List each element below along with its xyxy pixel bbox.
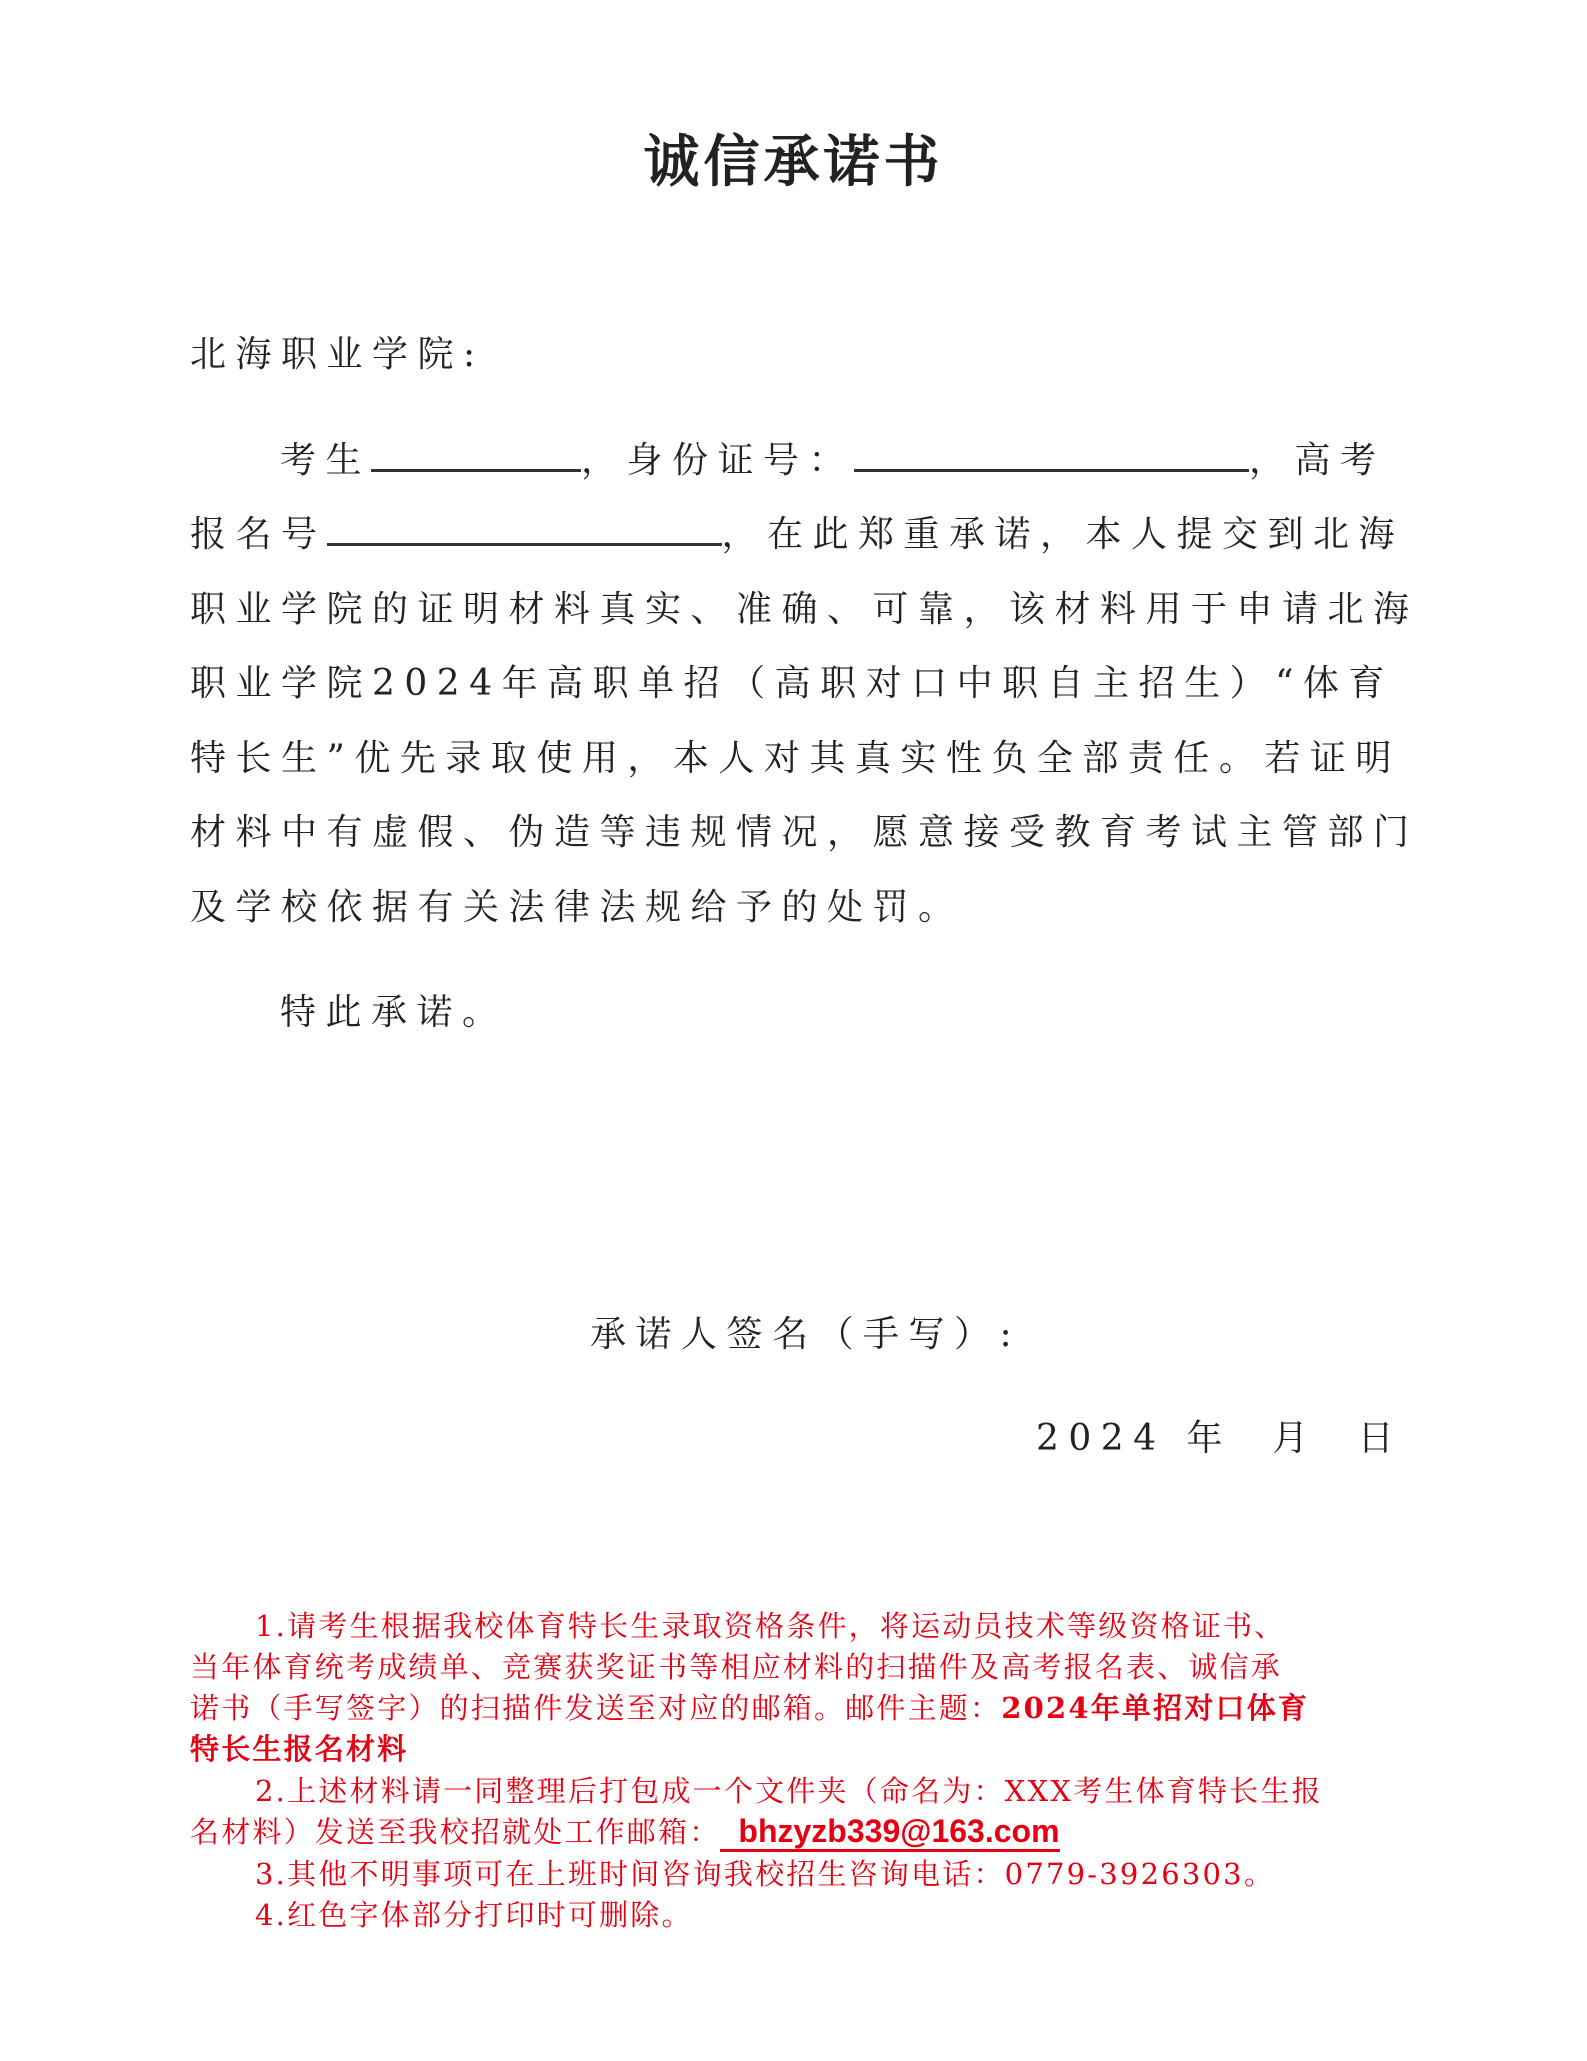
- paragraph-line-2: [190, 506, 1404, 557]
- label-examinee: 考生: [280, 440, 372, 481]
- blank-examinee-name[interactable]: [371, 435, 581, 472]
- label-id-number: ，身份证号：: [581, 440, 855, 481]
- salutation: 北海职业学院:: [190, 334, 485, 375]
- note-3: 3.其他不明事项可在上班时间咨询我校招生咨询电话：0779-3926303。: [255, 1857, 1276, 1891]
- note-2-line-2: [190, 1810, 1060, 1851]
- label-registration-number: 报名号: [190, 514, 327, 555]
- date-line: [1036, 1410, 1403, 1461]
- note-4: 4.红色字体部分打印时可删除。: [255, 1898, 693, 1932]
- note-2-line-1: 2.上述材料请一同整理后打包成一个文件夹（命名为：XXX考生体育特长生报: [255, 1774, 1323, 1808]
- label-gaokao: ，高考: [1249, 440, 1386, 481]
- note-1-line-3: [190, 1686, 1309, 1727]
- email-link[interactable]: bhzyzb339@163.com: [720, 1813, 1059, 1852]
- paragraph-line-6: 材料中有虚假、伪造等违规情况，愿意接受教育考试主管部门: [190, 812, 1419, 853]
- date-day: 日: [1357, 1418, 1404, 1459]
- date-month: 月: [1272, 1418, 1318, 1459]
- paragraph-text: ，在此郑重承诺，本人提交到北海: [721, 514, 1405, 555]
- paragraph-line-5: 特长生”优先录取使用，本人对其真实性负全部责任。若证明: [190, 738, 1401, 779]
- paragraph-line-3: 职业学院的证明材料真实、准确、可靠，该材料用于申请北海: [190, 589, 1419, 630]
- note-text: 诺书（手写签字）的扫描件发送至对应的邮箱。邮件主题：: [190, 1691, 1002, 1725]
- document-title: 诚信承诺书: [643, 129, 944, 195]
- date-year: 2024 年: [1036, 1418, 1233, 1459]
- blank-id-number[interactable]: [854, 435, 1249, 472]
- signature-label: 承诺人签名（手写）:: [590, 1314, 1022, 1355]
- note-1-line-1: 1.请考生根据我校体育特长生录取资格条件，将运动员技术等级资格证书、: [255, 1609, 1286, 1643]
- paragraph-line-7: 及学校依据有关法律法规给予的处罚。: [190, 887, 964, 928]
- paragraph-line-1: [280, 432, 1386, 483]
- email-subject: 2024年单招对口体育: [1001, 1691, 1310, 1725]
- paragraph-line-4: 职业学院2024年高职单招（高职对口中职自主招生）“体育: [190, 663, 1395, 704]
- blank-registration-number[interactable]: [327, 509, 722, 546]
- email-subject-cont: 特长生报名材料: [190, 1732, 409, 1766]
- note-text: 名材料）发送至我校招就处工作邮箱：: [190, 1815, 721, 1849]
- note-1-line-2: 当年体育统考成绩单、竞赛获奖证书等相应材料的扫描件及高考报名表、诚信承: [190, 1650, 1283, 1684]
- closing: 特此承诺。: [280, 992, 508, 1033]
